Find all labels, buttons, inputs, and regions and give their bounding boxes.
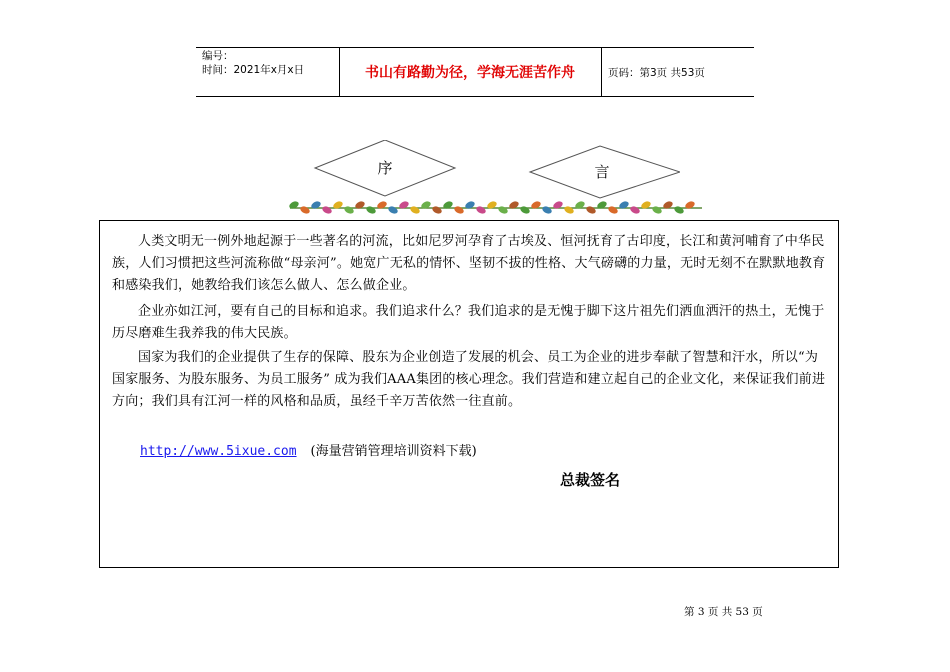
vine-leaf xyxy=(299,205,311,215)
header-page-label: 页码：第3页 共53页 xyxy=(608,67,705,79)
vine-leaf xyxy=(541,205,553,215)
vine-leaf xyxy=(431,205,443,215)
vine-leaf xyxy=(321,205,333,215)
vine-leaf xyxy=(453,205,465,215)
vine-leaf xyxy=(651,205,663,215)
title-char-2: 言 xyxy=(594,163,610,181)
time-label: 时间：2021年x月x日 xyxy=(202,64,305,76)
download-link-row xyxy=(140,440,477,459)
vine-leaf xyxy=(673,205,685,215)
vine-leaf xyxy=(343,205,355,215)
vine-leaf xyxy=(585,205,597,215)
paragraph-1 xyxy=(112,231,827,297)
header-motto: 书山有路勤为径，学海无涯苦作舟 xyxy=(365,65,575,81)
preface-box xyxy=(99,220,839,568)
header-top-border xyxy=(196,47,754,48)
title-diamonds xyxy=(310,140,680,200)
vine-leaf xyxy=(497,205,509,215)
vine-leaf xyxy=(387,205,399,215)
vine-leaf xyxy=(409,205,421,215)
paragraph-3-text: 国家为我们的企业提供了生存的保障、股东为企业创造了发展的机会、员工为企业的进步奉献了智慧和汗水，所以“为国家服务、为股东服务、为员工服务” 成为我们AAA集团的核心理念。我们营造和建立起自己的企业文化，来保证我们前进方向；我们具有江河一样的风格和品质，虽经千辛万苦依然一往直前。 xyxy=(112,350,826,409)
link-note: (海量营销管理培训资料下载) xyxy=(310,444,477,459)
header-bottom-border xyxy=(196,96,754,97)
vine-leaf xyxy=(607,205,619,215)
title-char-1: 序 xyxy=(377,159,393,177)
footer-page-number: 第 3 页 共 53 页 xyxy=(684,606,763,618)
header-meta xyxy=(202,49,304,77)
decorative-vine-border xyxy=(288,198,704,216)
website-link[interactable]: http://www.5ixue.com xyxy=(140,444,297,459)
vine-leaf xyxy=(563,205,575,215)
vine-leaf xyxy=(519,205,531,215)
vine-leaf xyxy=(365,205,377,215)
vine-leaf xyxy=(629,205,641,215)
vine-leaf xyxy=(475,205,487,215)
header-divider-right xyxy=(601,47,602,96)
signature-label: 总裁签名 xyxy=(560,471,621,489)
number-label: 编号： xyxy=(202,50,234,62)
paragraph-3 xyxy=(112,347,827,413)
paragraph-1-text: 人类文明无一例外地起源于一些著名的河流，比如尼罗河孕育了古埃及、恒河抚育了古印度，长江和黄河哺育了中华民族，人们习惯把这些河流称做“母亲河”。她宽广无私的情怀、坚韧不拔的性格、大气磅礴的力量，无时无刻不在默默地教育和感染我们，她教给我们该怎么做人、怎么做企业。 xyxy=(112,234,826,293)
header-table xyxy=(196,47,754,96)
paragraph-2-text: 企业亦如江河，要有自己的目标和追求。我们追求什么？我们追求的是无愧于脚下这片祖先们洒血洒汗的热土，无愧于历尽磨难生我养我的伟大民族。 xyxy=(112,304,825,341)
paragraph-2 xyxy=(112,301,827,345)
